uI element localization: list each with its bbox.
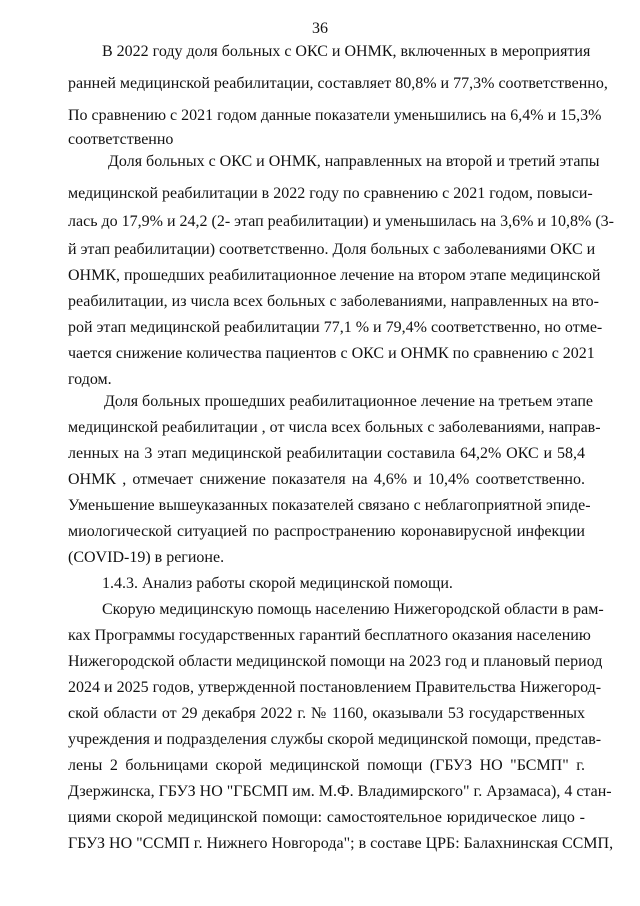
text-line: циями скорой медицинской помощи: самостоятельное юридическое лицо - — [68, 809, 585, 826]
text-line: ской области от 29 декабря 2022 г. № 1160, оказывали 53 государственных — [68, 705, 585, 722]
text-line: годом. — [68, 371, 112, 388]
text-line: ках Программы государственных гарантий бесплатного оказания населению — [68, 627, 591, 644]
text-line: ранней медицинской реабилитации, составляет 80,8% и 77,3% соответственно, — [68, 75, 608, 92]
text-line: ОНМК , отмечает снижение показателя на 4,6% и 10,4% соответственно. — [68, 471, 585, 488]
text-line: ОНМК, прошедших реабилитационное лечение на втором этапе медицинской — [68, 267, 601, 284]
text-line: медицинской реабилитации , от числа всех больных с заболеваниями, направ- — [68, 419, 601, 436]
text-line: Доля больных прошедших реабилитационное лечение на третьем этапе — [104, 393, 593, 410]
text-line: 2024 и 2025 годов, утвержденной постановлением Правительства Нижегород- — [68, 679, 602, 696]
text-line: ленных на 3 этап медицинской реабилитации составила 64,2% ОКС и 58,4 — [68, 445, 585, 462]
text-line: По сравнению с 2021 годом данные показатели уменьшились на 6,4% и 15,3% — [68, 107, 602, 124]
text-line: Доля больных с ОКС и ОНМК, направленных на второй и третий этапы — [108, 153, 600, 170]
text-line: медицинской реабилитации в 2022 году по сравнению с 2021 годом, повыси- — [68, 185, 593, 202]
text-line: чается снижение количества пациентов с ОКС и ОНМК по сравнению с 2021 — [68, 345, 595, 362]
text-line: лась до 17,9% и 24,2 (2- этап реабилитации) и уменьшилась на 3,6% и 10,8% (3- — [68, 213, 614, 230]
text-line: миологической ситуацией по распространению коронавирусной инфекции — [68, 523, 585, 540]
text-line: реабилитации, из числа всех больных с заболеваниями, направленных на вто- — [68, 293, 599, 310]
text-line: рой этап медицинской реабилитации 77,1 % и 79,4% соответственно, но отме- — [68, 319, 603, 336]
text-line: Нижегородской области медицинской помощи на 2023 год и плановый период — [68, 653, 603, 670]
text-line: В 2022 году доля больных с ОКС и ОНМК, включенных в мероприятия — [102, 43, 591, 60]
text-line: соответственно — [68, 131, 174, 148]
text-line: Уменьшение вышеуказанных показателей связано с неблагоприятной эпиде- — [68, 497, 591, 514]
text-line: Дзержинска, ГБУЗ НО "ГБСМП им. М.Ф. Владимирского" г. Арзамаса), 4 стан- — [68, 783, 612, 800]
text-line: лены 2 больницами скорой медицинской помощи (ГБУЗ НО "БСМП" г. — [68, 757, 585, 774]
text-line: учреждения и подразделения службы скорой медицинской помощи, представ- — [68, 731, 602, 748]
text-line: ГБУЗ НО "ССМП г. Нижнего Новгорода"; в составе ЦРБ: Балахнинская ССМП, — [68, 835, 614, 852]
text-line: Скорую медицинскую помощь населению Нижегородской области в рам- — [102, 601, 604, 618]
section-heading: 1.4.3. Анализ работы скорой медицинской помощи. — [102, 575, 453, 592]
text-line: (COVID-19) в регионе. — [68, 549, 225, 566]
text-line: й этап реабилитации) соответственно. Доля больных с заболеваниями ОКС и — [68, 241, 596, 258]
page-number: 36 — [312, 20, 328, 37]
